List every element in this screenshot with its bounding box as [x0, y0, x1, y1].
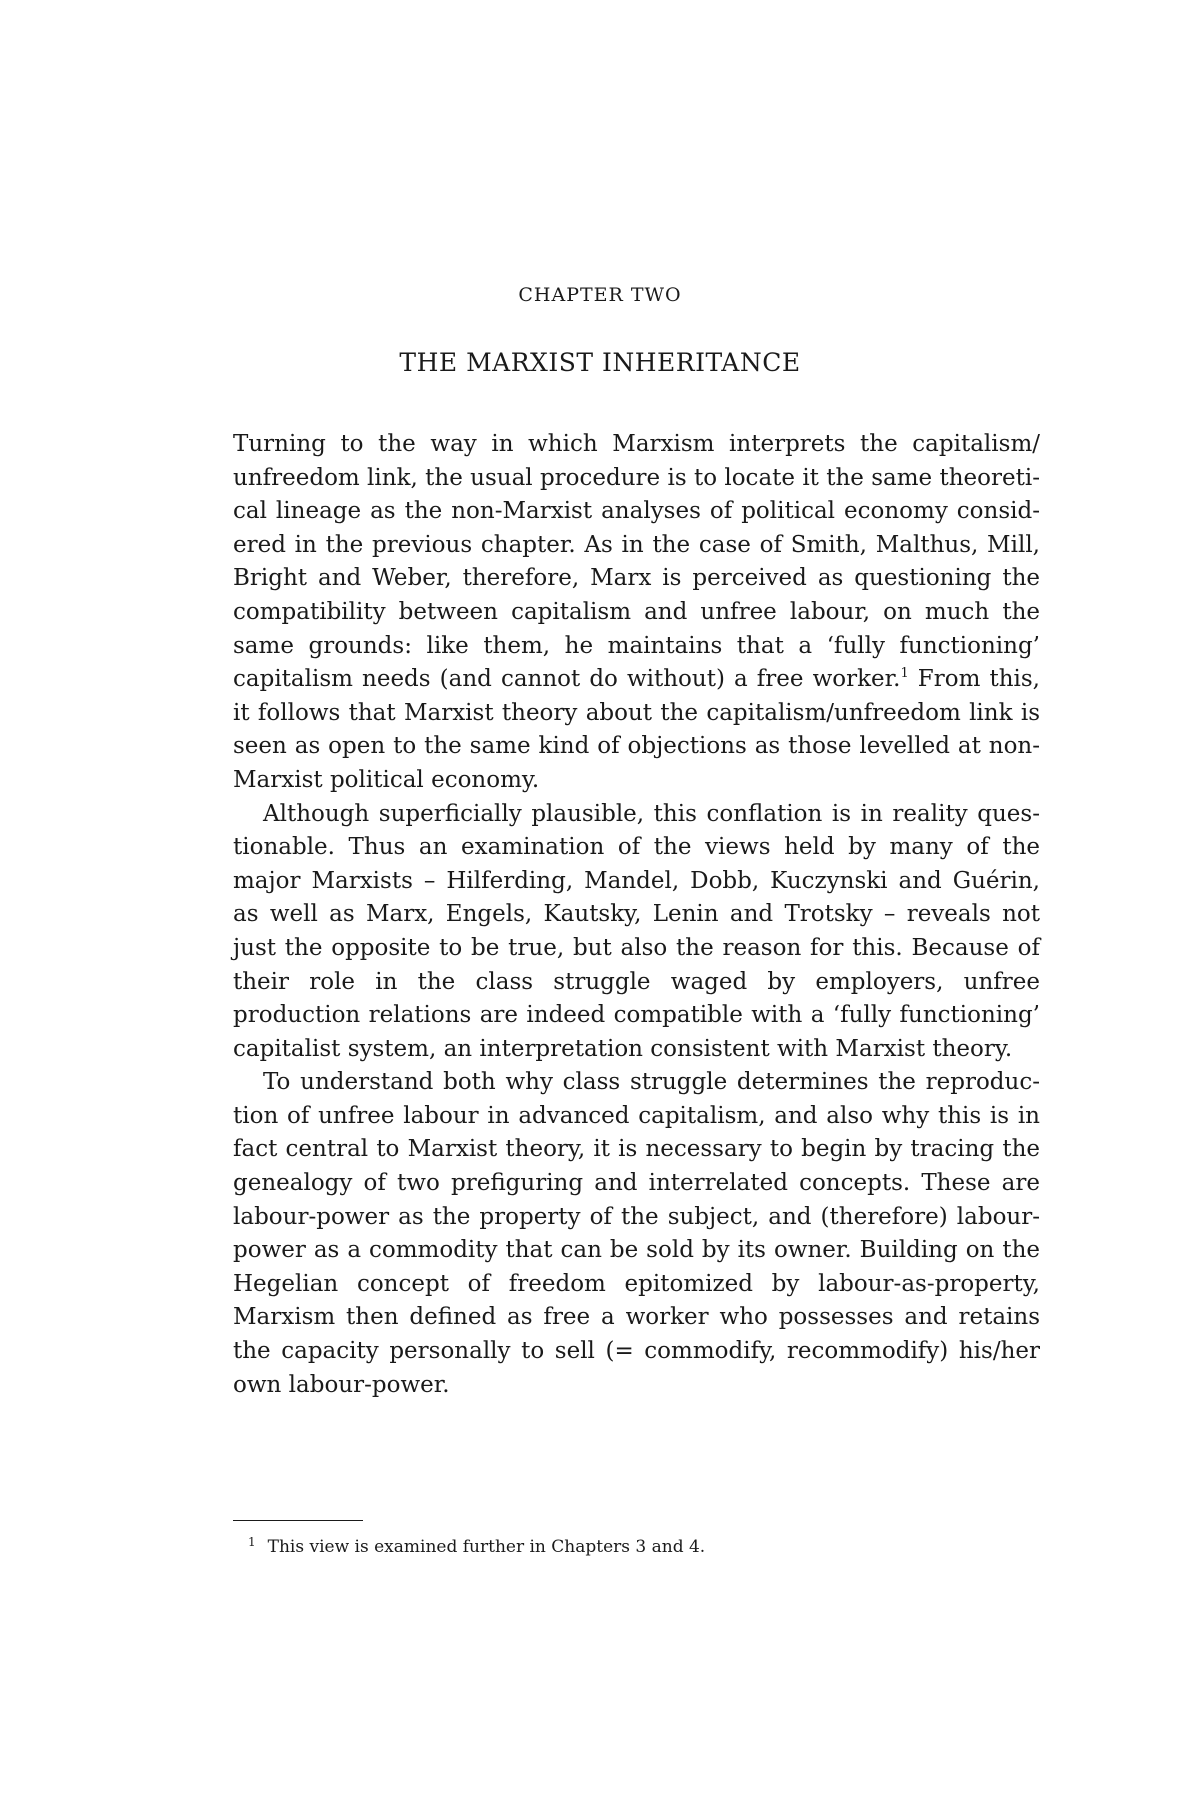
- chapter-label: CHAPTER TWO: [518, 284, 682, 306]
- paragraph-1: [233, 428, 1040, 798]
- paragraph-1-text-after-note: From this, it follows that Marxist theory about the capitalism/unfreedom link is seen as open to the same kind of objections as those levelled at non-Marxist political economy.: [233, 666, 1040, 793]
- footnote-1: [248, 1530, 1028, 1559]
- footnote-reference-1[interactable]: 1: [900, 666, 909, 682]
- paragraph-2: Although superficially plausible, this conflation is in reality questionable. Thus an examination of the views held by many of the major Marxists – Hilferding, Mandel, Dobb, Kuczynski and Guérin, as well as Marx, Engels, Kautsky, Lenin and Trotsky – reveals not just the opposite to be true, but also the reason for this. Because of their role in the class struggle waged by employers, unfree production relations are indeed compatible with a ‘fully functioning’ capitalist system, an interpretation consistent with Marxist theory.: [233, 800, 1040, 1062]
- footnote-divider: [233, 1520, 363, 1521]
- footnote-number: 1: [248, 1535, 256, 1549]
- body-text: [233, 428, 1040, 1402]
- paragraph-3: To understand both why class struggle determines the reproduction of unfree labour in advanced capitalism, and also why this is in fact central to Marxist theory, it is necessary to begin by tracing the genealogy of two prefiguring and interrelated concepts. These are labour-power as the property of the subject, and (therefore) labour-​power as a commodity that can be sold by its owner. Building on the Hegelian concept of freedom epitomized by labour-as-property, Marxism then defined as free a worker who possesses and retains the capacity personally to sell (= commodify, recommodify) his/her own labour-power.: [233, 1069, 1040, 1398]
- paragraph-1-text-before-note: Turning to the way in which Marxism interprets the capitalism/​unfreedom link, the usual procedure is to locate it the same theoretical lineage as the non-Marxist analyses of political economy considered in the previous chapter. As in the case of Smith, Malthus, Mill, Bright and Weber, therefore, Marx is perceived as questioning the compatibility between capitalism and unfree labour, on much the same grounds: like them, he maintains that a ‘fully functioning’ capitalism needs (and cannot do without) a free worker.: [233, 431, 1040, 693]
- footnote-text: This view is examined further in Chapters 3 and 4.: [267, 1537, 706, 1557]
- chapter-title: THE MARXIST INHERITANCE: [399, 348, 801, 377]
